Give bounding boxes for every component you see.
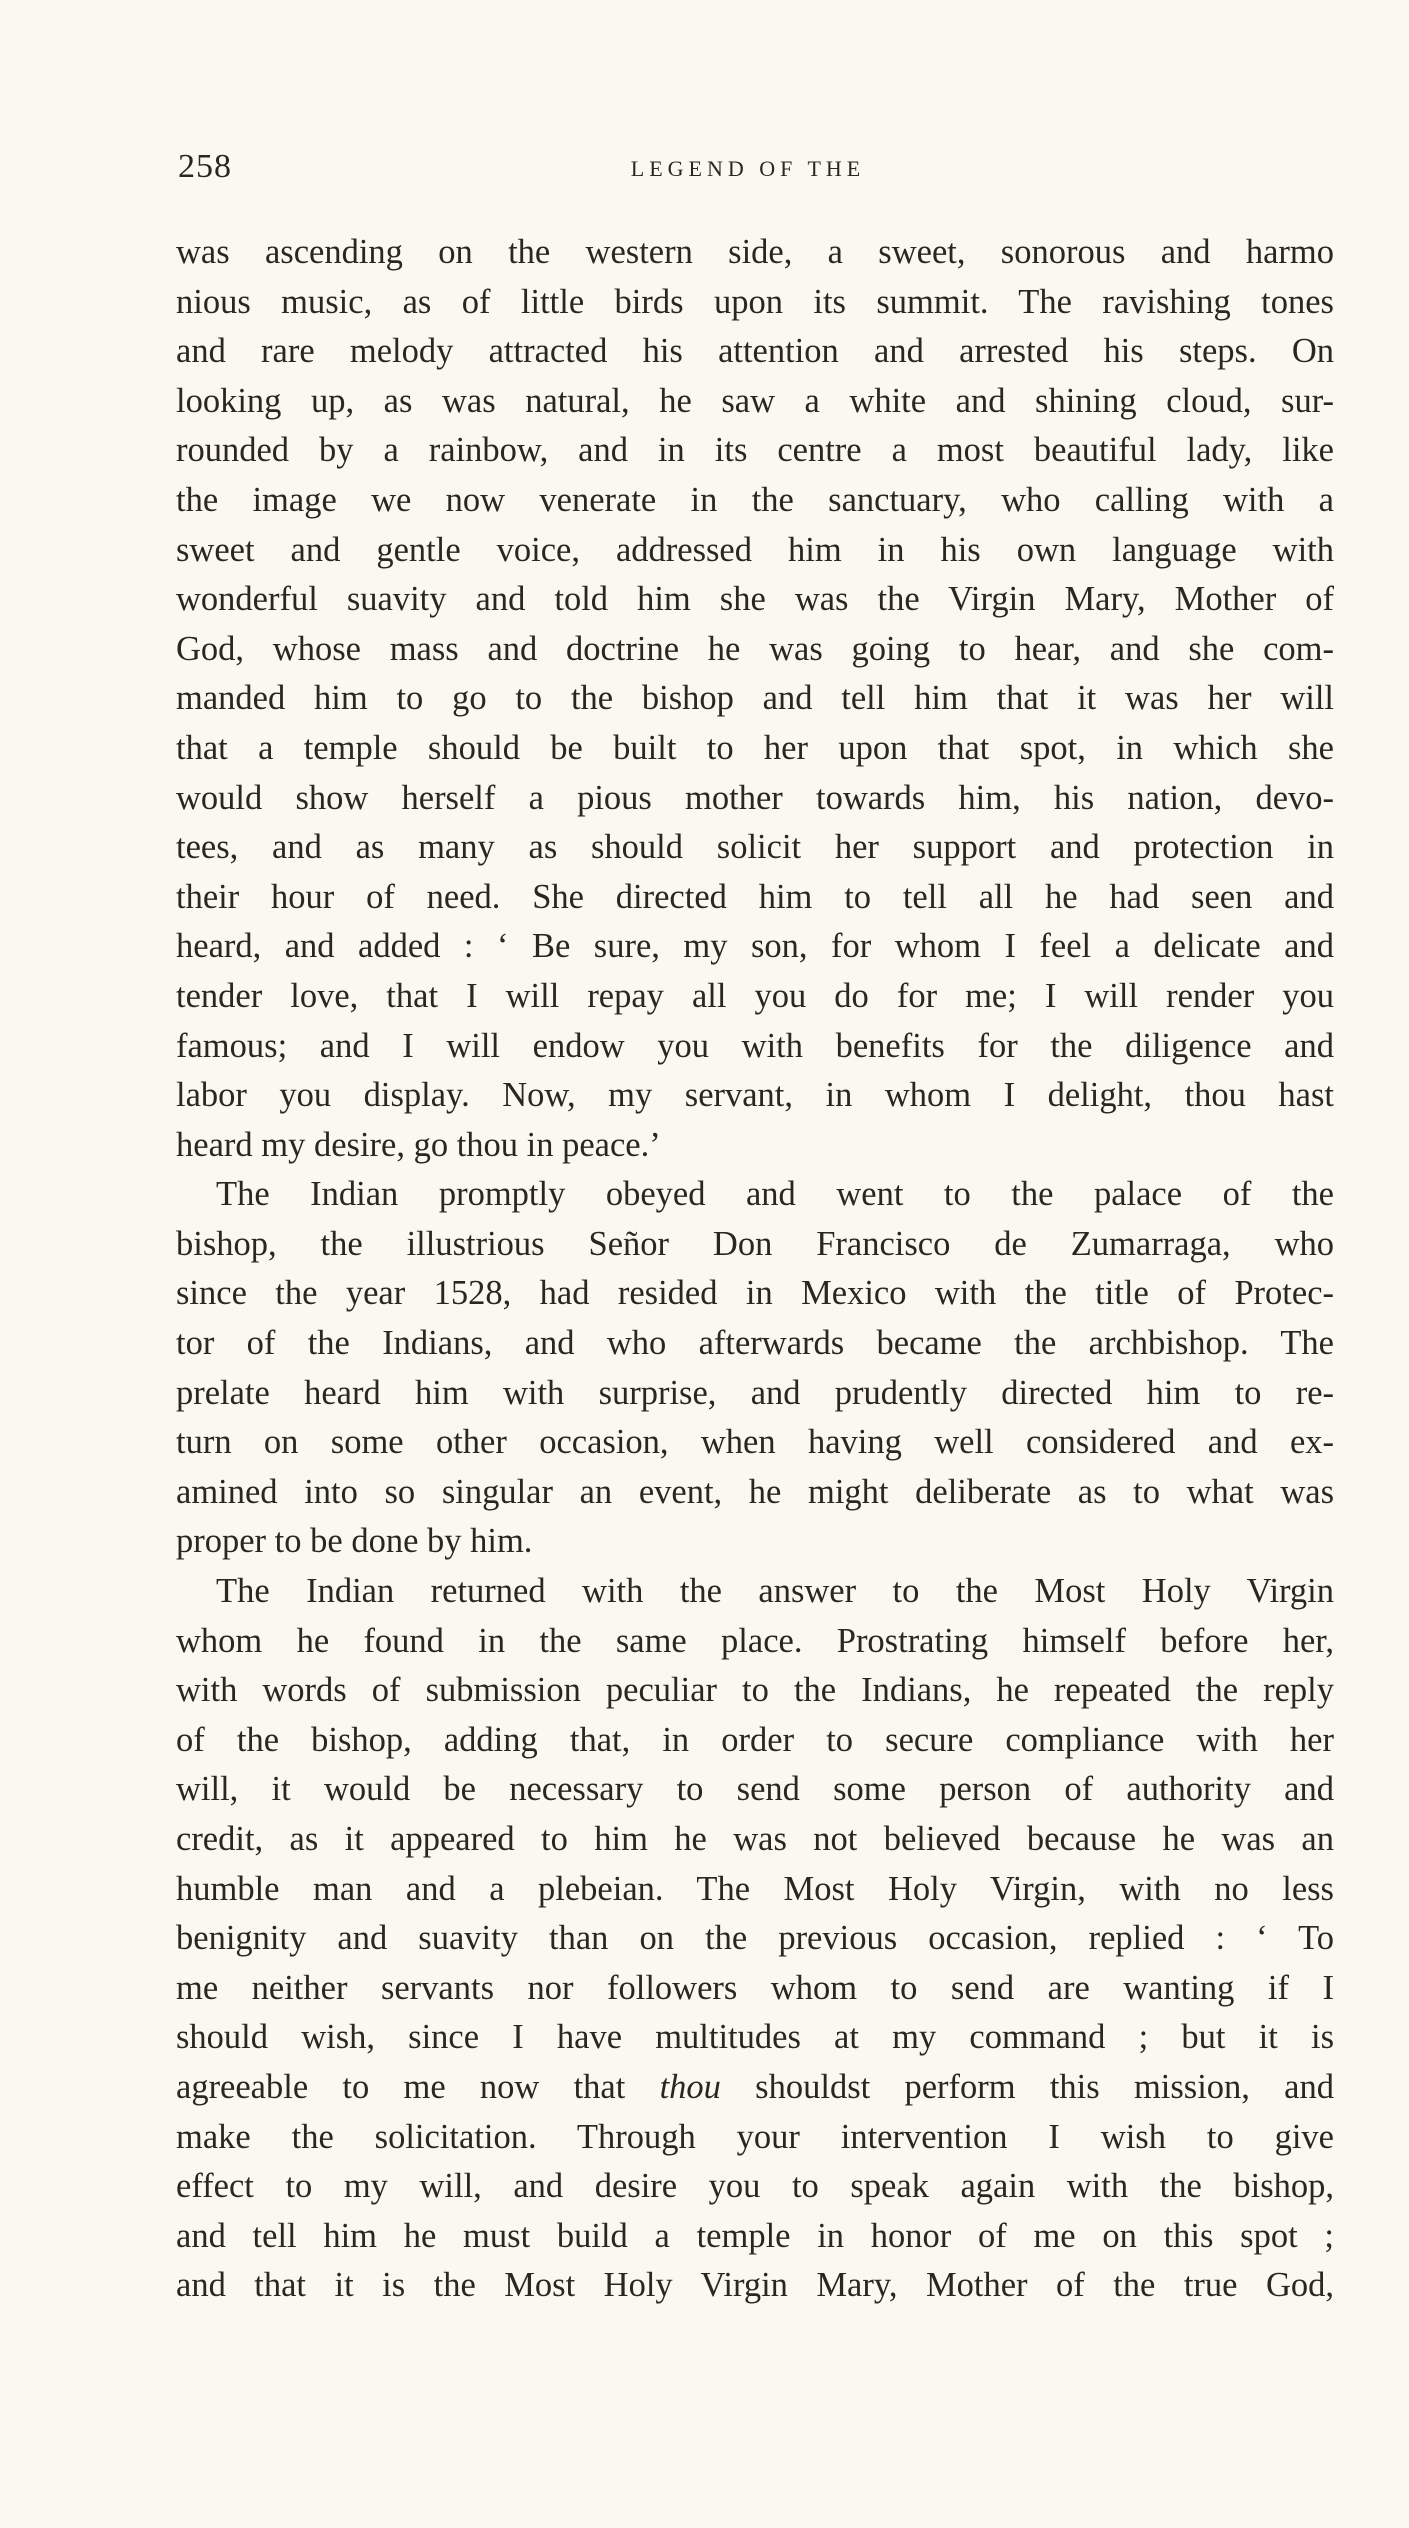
text-line: bishop, the illustrious Señor Don Francisco de Zumarraga, who — [176, 1224, 1334, 1263]
text-line: me neither servants nor followers whom to send are wanting if I — [176, 1968, 1334, 2007]
text-line: that a temple should be built to her upon that spot, in which she — [176, 728, 1334, 767]
text-line: was ascending on the western side, a sweet, sonorous and harmo — [176, 233, 1334, 271]
text-line: turn on some other occasion, when having well considered and ex- — [176, 1423, 1334, 1462]
text-line: looking up, as was natural, he saw a white and shining cloud, sur- — [176, 381, 1334, 420]
text-run: shouldst perform this mission, and — [720, 2067, 1334, 2106]
italic-word: thou — [659, 2067, 721, 2106]
text-line: tees, and as many as should solicit her support and protection in — [176, 828, 1334, 867]
text-line: prelate heard him with surprise, and prudently directed him to re- — [176, 1373, 1334, 1412]
text-line: manded him to go to the bishop and tell him that it was her will — [176, 679, 1334, 718]
text-line: would show herself a pious mother towards him, his nation, devo- — [176, 778, 1334, 817]
text-line: since the year 1528, had resided in Mexico with the title of Protec- — [176, 1274, 1334, 1313]
text-line: their hour of need. She directed him to tell all he had seen and — [176, 877, 1334, 916]
text-line: heard, and added : ‘ Be sure, my son, for whom I feel a delicate and — [176, 927, 1334, 966]
body-text — [176, 228, 1334, 2311]
text-line: The Indian promptly obeyed and went to the palace of the — [216, 1175, 1334, 1214]
text-line: benignity and suavity than on the previous occasion, replied : ‘ To — [176, 1919, 1334, 1958]
text-line: The Indian returned with the answer to the Most Holy Virgin — [216, 1572, 1334, 1611]
text-line: humble man and a plebeian. The Most Holy Virgin, with no less — [176, 1869, 1334, 1908]
text-line: whom he found in the same place. Prostrating himself before her, — [176, 1621, 1334, 1660]
text-line: should wish, since I have multitudes at my command ; but it is — [176, 2018, 1334, 2057]
page-number: 258 — [178, 148, 232, 185]
text-line: wonderful suavity and told him she was the Virgin Mary, Mother of — [176, 580, 1334, 619]
text-line: sweet and gentle voice, addressed him in his own language with — [176, 530, 1334, 569]
text-line: tender love, that I will repay all you do for me; I will render you — [176, 976, 1334, 1015]
text-line: credit, as it appeared to him he was not believed because he was an — [176, 1820, 1334, 1858]
text-line: famous; and I will endow you with benefits for the diligence and — [176, 1026, 1334, 1065]
text-line: rounded by a rainbow, and in its centre a most beautiful lady, like — [176, 431, 1334, 470]
text-line: nious music, as of little birds upon its summit. The ravishing tones — [176, 282, 1334, 321]
text-line: of the bishop, adding that, in order to secure compliance with her — [176, 1720, 1334, 1759]
text-line: amined into so singular an event, he might deliberate as to what was — [176, 1472, 1334, 1511]
text-line: and rare melody attracted his attention and arrested his steps. On — [176, 332, 1334, 371]
text-line: will, it would be necessary to send some person of authority and — [176, 1770, 1334, 1809]
text-line — [176, 2063, 1334, 2113]
text-line: effect to my will, and desire you to speak again with the bishop, — [176, 2167, 1334, 2206]
text-line: with words of submission peculiar to the Indians, he repeated the reply — [176, 1671, 1334, 1710]
text-line: tor of the Indians, and who afterwards became the archbishop. The — [176, 1324, 1334, 1363]
text-run: agreeable to me now that — [176, 2067, 660, 2106]
running-head: LEGEND OF THE — [630, 156, 866, 181]
text-line: and that it is the Most Holy Virgin Mary, Mother of the true God, — [176, 2266, 1334, 2305]
text-line: heard my desire, go thou in peace.’ — [176, 1125, 661, 1164]
text-line: the image we now venerate in the sanctuary, who calling with a — [176, 480, 1334, 519]
text-line: make the solicitation. Through your intervention I wish to give — [176, 2117, 1334, 2156]
text-line: God, whose mass and doctrine he was going to hear, and she com- — [176, 629, 1334, 668]
page-header — [178, 148, 1338, 198]
text-line: labor you display. Now, my servant, in whom I delight, thou hast — [176, 1076, 1334, 1115]
text-line: and tell him he must build a temple in honor of me on this spot ; — [176, 2216, 1334, 2255]
text-line: proper to be done by him. — [176, 1522, 533, 1561]
